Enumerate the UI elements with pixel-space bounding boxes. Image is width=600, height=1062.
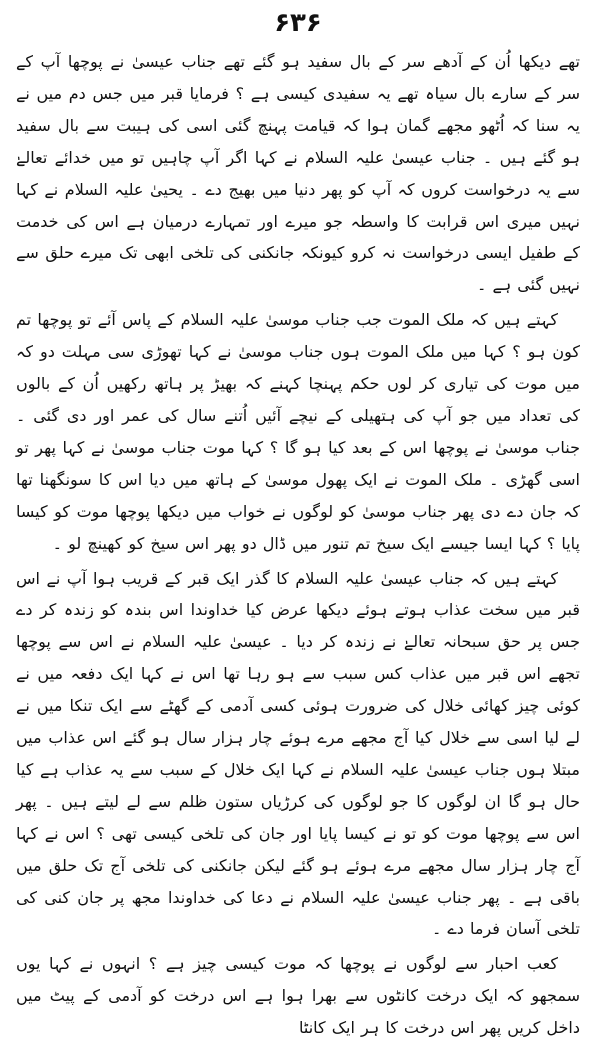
paragraph-kaab-ahbar: کعب احبار سے لوگوں نے پوچھا کہ موت کیسی چیز ہے ؟ انہوں نے کہا یوں سمجھو کہ ایک درخت کانٹوں سے بھرا ہوا ہے اس درخت کو آدمی کے پیٹ میں داخل کریں پھر اس درخت کا ہر ایک کانٹا xyxy=(16,954,580,1038)
paragraph-yahya-continuation: تھے دیکھا اُن کے آدھے سر کے بال سفید ہو گئے تھے جناب عیسیٰ نے پوچھا آپ کے سر کے سارے بال سیاہ تھے یہ سفیدی کیسی ہے ؟ فرمایا قبر میں جس دم میں نے یہ سنا کہ اُٹھو مجھے گمان ہوا کہ قیامت پہنچ گئی اسی کی ہیبت سے بال سفید ہو گئے ہیں ۔ جناب عیسیٰ علیہ السلام نے کہا اگر آپ چاہیں تو میں خدائے تعالےٰ سے یہ درخواست کروں کہ آپ کو پھر دنیا میں بھیج دے ۔ یحییٰ علیہ السلام نے کہا نہیں میری اس قرابت کا واسطہ جو میرے اور تمہارے درمیان ہے اس کی خدمت کے طفیل ایسی درخواست نہ کرو کیونکہ جانکنی کی تلخی ابھی تک میرے حلق سے نہیں گئی ہے ۔ xyxy=(16,52,580,295)
paragraph-moses-angel-of-death: کہتے ہیں کہ ملک الموت جب جناب موسیٰ علیہ السلام کے پاس آئے تو پوچھا تم کون ہو ؟ کہا میں ملک الموت ہوں جناب موسیٰ نے کہا تھوڑی سی مہلت دو کہ میں موت کی تیاری کر لوں حکم پہنچا کہنے کہ بھیڑ پر ہاتھ رکھیں اُن کے بالوں کی تعداد میں جو آپ کی ہتھیلی کے نیچے آئیں اُتنے سال کی عمر اور دی گئی ۔ جناب موسیٰ نے پوچھا اس کے بعد کیا ہو گا ؟ کہا موت جناب موسیٰ نے کہا پھر تو اسی گھڑی ۔ ملک الموت نے ایک پھول موسیٰ کے ہاتھ میں دیا اس کا سونگھنا تھا کہ جان دے دی پھر جناب موسیٰ کو لوگوں نے خواب میں دیکھا پوچھا موت کو کیسا پایا ؟ کہا ایسا جیسے ایک سیخ تم تنور میں ڈال دو پھر اس سیخ کو کھینچ لو ۔ xyxy=(16,310,580,553)
page-body xyxy=(16,46,580,1044)
paragraph-jesus-grave: کہتے ہیں کہ جناب عیسیٰ علیہ السلام کا گذر ایک قبر کے قریب ہوا آپ نے اس قبر میں سخت عذاب ہوتے ہوئے دیکھا عرض کیا خداوندا اس بندہ کو زندہ کر دے جس پر حق سبحانہ تعالےٰ نے زندہ کر دیا ۔ عیسیٰ علیہ السلام نے اس سے پوچھا تجھے اس قبر میں عذاب کس سبب سے ہو رہا تھا اس نے کہا ایک دفعہ میں نے کوئی چیز کھائی خلال کی ضرورت ہوئی کسی آدمی کے گھٹے سے ایک تنکا میں نے لے لیا اسی سے خلال کیا آج مجھے مرے ہوئے چار ہزار سال ہو گئے اس عذاب میں مبتلا ہوں جناب عیسیٰ علیہ السلام نے کہا ایک خلال کے سبب سے یہ عذاب ہے کیا حال ہو گا ان لوگوں کا جو لوگوں کی کرڑیاں ستون ظلم سے لے لیتے ہیں ۔ پھر اس سے پوچھا موت کو تو نے کیسا پایا اور جان کی تلخی کیسی تھی ؟ اس نے کہا آج چار ہزار سال مجھے مرے ہوئے ہو گئے لیکن جانکنی کی تلخی آج تک حلق میں باقی ہے ۔ پھر جناب عیسیٰ علیہ السلام نے دعا کی خداوندا مجھ پر جان کنی کی تلخی آسان فرما دے ۔ xyxy=(16,568,580,939)
page-number: ۶۳۶ xyxy=(274,8,322,38)
